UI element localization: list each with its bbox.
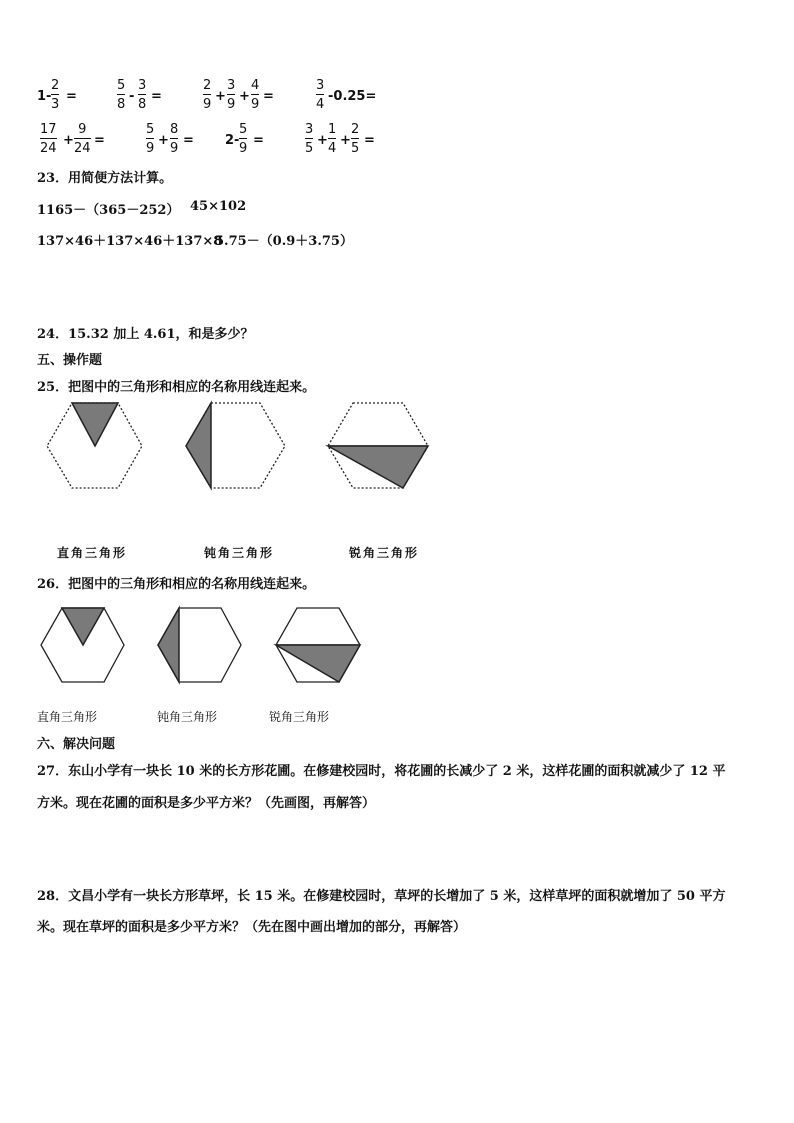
section-6-title: 六、解决问题 <box>37 737 116 752</box>
operator: + <box>158 133 169 148</box>
numerator: 3 <box>316 78 325 93</box>
q23-expr-1: 1165－（365－252） <box>37 203 180 218</box>
numerator: 3 <box>305 122 314 137</box>
question-27-line-2: 方米。现在花圃的面积是多少平方米？（先画图，再解答） <box>37 796 376 811</box>
q26-label-acute: 锐角三角形 <box>269 710 330 724</box>
q25-hexagon-right-triangle <box>47 403 142 488</box>
expr-suffix: -0.25= <box>328 89 377 104</box>
equals-sign: = <box>263 89 274 104</box>
operator: + <box>340 133 351 148</box>
question-27-line-1: 27．东山小学有一块长 10 米的长方形花圃。在修建校园时，将花圃的长减少了 2 米，这样花圃的面积就减少了 12 平 <box>37 764 726 779</box>
denominator: 8 <box>138 97 147 112</box>
q25-label-obtuse: 钝角三角形 <box>204 546 275 560</box>
numerator: 3 <box>138 78 147 93</box>
numerator: 8 <box>170 122 179 137</box>
q26-hexagon-acute-triangle <box>276 608 360 682</box>
numerator: 2 <box>351 122 360 137</box>
numerator: 4 <box>251 78 260 93</box>
q26-label-obtuse: 钝角三角形 <box>157 710 218 724</box>
q23-expr-4: 5.75－（0.9＋3.75） <box>215 234 353 249</box>
equals-sign: = <box>364 133 375 148</box>
denominator: 5 <box>305 141 314 156</box>
operator: + <box>63 133 74 148</box>
equals-sign: = <box>66 89 77 104</box>
numerator: 5 <box>117 78 126 93</box>
q25-hexagon-acute-triangle <box>328 403 428 488</box>
q25-label-acute: 锐角三角形 <box>349 546 420 560</box>
numerator: 2 <box>203 78 212 93</box>
q26-hexagon-right-triangle <box>41 608 124 682</box>
denominator: 24 <box>74 141 91 156</box>
denominator: 9 <box>146 141 155 156</box>
denominator: 9 <box>251 97 260 112</box>
numerator: 3 <box>227 78 236 93</box>
question-25-title: 25．把图中的三角形和相应的名称用线连起来。 <box>37 380 316 395</box>
expr-prefix: 2- <box>225 133 240 148</box>
denominator: 8 <box>117 97 126 112</box>
denominator: 4 <box>316 97 325 112</box>
q23-expr-3: 137×46＋137×46＋137×8 <box>37 234 223 249</box>
denominator: 9 <box>239 141 248 156</box>
q26-hexagon-obtuse-triangle <box>158 608 241 682</box>
numerator: 17 <box>40 122 57 137</box>
denominator: 9 <box>203 97 212 112</box>
equals-sign: = <box>151 89 162 104</box>
denominator: 3 <box>51 97 60 112</box>
question-26-title: 26．把图中的三角形和相应的名称用线连起来。 <box>37 577 316 592</box>
denominator: 4 <box>328 141 337 156</box>
q25-label-right: 直角三角形 <box>57 546 128 560</box>
section-5-title: 五、操作题 <box>37 353 103 368</box>
operator: + <box>317 133 328 148</box>
denominator: 24 <box>40 141 57 156</box>
q25-hexagon-obtuse-triangle <box>186 403 285 488</box>
equals-sign: = <box>183 133 194 148</box>
equals-sign: = <box>94 133 105 148</box>
denominator: 9 <box>170 141 179 156</box>
operator: - <box>129 89 135 104</box>
numerator: 9 <box>78 122 87 137</box>
equals-sign: = <box>253 133 264 148</box>
question-23-title: 23．用简便方法计算。 <box>37 171 173 186</box>
expr-prefix: 1- <box>37 89 52 104</box>
question-24: 24．15.32 加上 4.61，和是多少？ <box>37 327 254 342</box>
numerator: 5 <box>146 122 155 137</box>
numerator: 5 <box>239 122 248 137</box>
denominator: 9 <box>227 97 236 112</box>
question-28-line-2: 米。现在草坪的面积是多少平方米？（先在图中画出增加的部分，再解答） <box>37 920 467 935</box>
numerator: 2 <box>51 78 60 93</box>
denominator: 5 <box>351 141 360 156</box>
question-28-line-1: 28．文昌小学有一块长方形草坪，长 15 米。在修建校园时，草坪的长增加了 5 米，这样草坪的面积就增加了 50 平方 <box>37 889 726 904</box>
operator: + <box>215 89 226 104</box>
q23-expr-2: 45×102 <box>190 199 247 214</box>
numerator: 1 <box>328 122 337 137</box>
operator: + <box>239 89 250 104</box>
q26-label-right: 直角三角形 <box>37 710 98 724</box>
